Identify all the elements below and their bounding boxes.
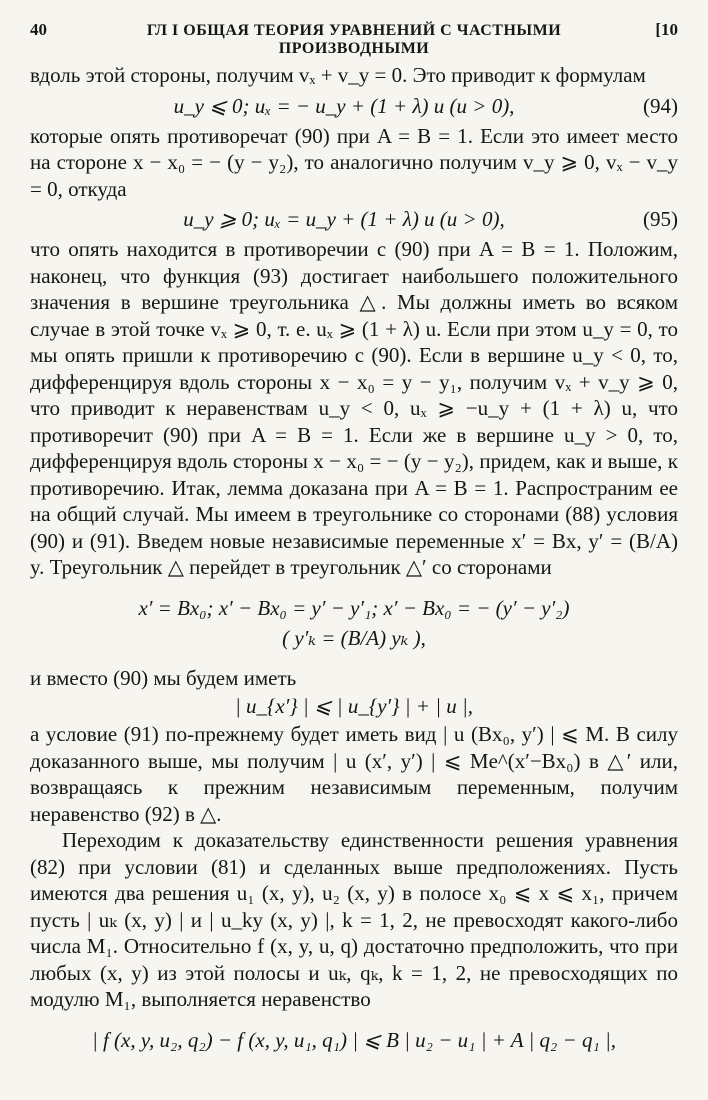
equation-95-number: (95) <box>643 207 678 231</box>
equation-94-expression: u_y ⩽ 0; uₓ = − u_y + (1 + λ) u (u > 0), <box>173 93 515 118</box>
page-body <box>30 62 678 1055</box>
paragraph-3: что опять находится в противоречии с (90) при A = B = 1. Положим, наконец, что функция (93) достигает наибольшего положительного значения в вершине треугольника △. Мы должны иметь во всяком случае в этой точке vₓ ⩾ 0, т. е. uₓ ⩾ (1 + λ) u. Если при этом u_y = 0, то мы опять пришли к противоречию с (90). Если в вершине u_y < 0, то, дифференцируя вдоль стороны x − x₀ = y − y₁, получим vₓ + v_y ⩾ 0, что приводит к неравенствам u_y < 0, uₓ ⩾ −u_y + (1 + λ) u, что противоречит (90) при A = B = 1. Если же в вершине u_y > 0, то, дифференцируя вдоль стороны x − x₀ = − (y − y₂), придем, как и выше, к противоречию. Итак, лемма доказана при A = B = 1. Распространим ее на общий случай. Мы имеем в треугольнике со сторонами (88) условия (90) и (91). Введем новые независимые переменные x′ = Bx, y′ = (B/A) y. Треугольник △ перейдет в треугольник △′ со сторонами <box>30 237 678 579</box>
paragraph-2: которые опять противоречат (90) при A = B = 1. Если это имеет место на стороне x − x₀ = − (y − y₂), то аналогично получим v_y ⩾ 0, vₓ − v_y = 0, откуда <box>30 123 678 201</box>
paragraph-4: и вместо (90) мы будем иметь <box>30 665 297 690</box>
equation-94-number: (94) <box>643 93 678 118</box>
equation-95-expression: u_y ⩾ 0; uₓ = u_y + (1 + λ) u (u > 0), <box>183 207 505 231</box>
running-title: ГЛ I ОБЩАЯ ТЕОРИЯ УРАВНЕНИЙ С ЧАСТНЫМИ ПРОИЗВОДНЫМИ <box>146 22 562 57</box>
paragraph-5: а условие (91) по-прежнему будет иметь вид | u (Bx₀, y′) | ⩽ M. В силу доказанного выше, мы получим | u (x′, y′) | ⩽ Me^(x′−Bx₀) в △′ или, возвращаясь к прежним независимым переменным, получим неравенство (92) в △. <box>30 722 678 826</box>
page-number: 40 <box>30 20 47 39</box>
equation-f-inequality: | f (x, y, u₂, q₂) − f (x, y, u₁, q₁) | ⩽ B | u₂ − u₁ | + A | q₂ − q₁ |, <box>91 1027 617 1052</box>
equation-triangle-sides: x′ = Bx₀; x′ − Bx₀ = y′ − y′₁; x′ − Bx₀ = − (y′ − y′₂) <box>138 595 570 620</box>
section-marker: [10 <box>655 20 678 39</box>
equation-94 <box>30 89 678 123</box>
paragraph-1: вдоль этой стороны, получим vₓ + v_y = 0. Это приводит к формулам <box>30 63 646 87</box>
paragraph-6: Переходим к доказательству единственности решения уравнения (82) при условии (81) и сделанных выше предположениях. Пусть имеются два решения u₁ (x, y), u₂ (x, y) в полосе x₀ ⩽ x ⩽ x₁, причем пусть | uₖ (x, y) | и | u_ky (x, y) |, k = 1, 2, не превосходят какого-либо числа M₁. Относительно f (x, y, u, q) достаточно предположить, что при любых (x, y) из этой полосы и uₖ, qₖ, k = 1, 2, не превосходящих по модулю M₁, выполняется неравенство <box>30 828 678 1011</box>
equation-yk-definition: ( y′ₖ = (B/A) yₖ ), <box>282 625 426 650</box>
equation-95 <box>30 202 678 236</box>
equation-inequality: | u_{x′} | ⩽ | u_{y′} | + | u |, <box>234 694 474 718</box>
running-header <box>30 20 678 56</box>
